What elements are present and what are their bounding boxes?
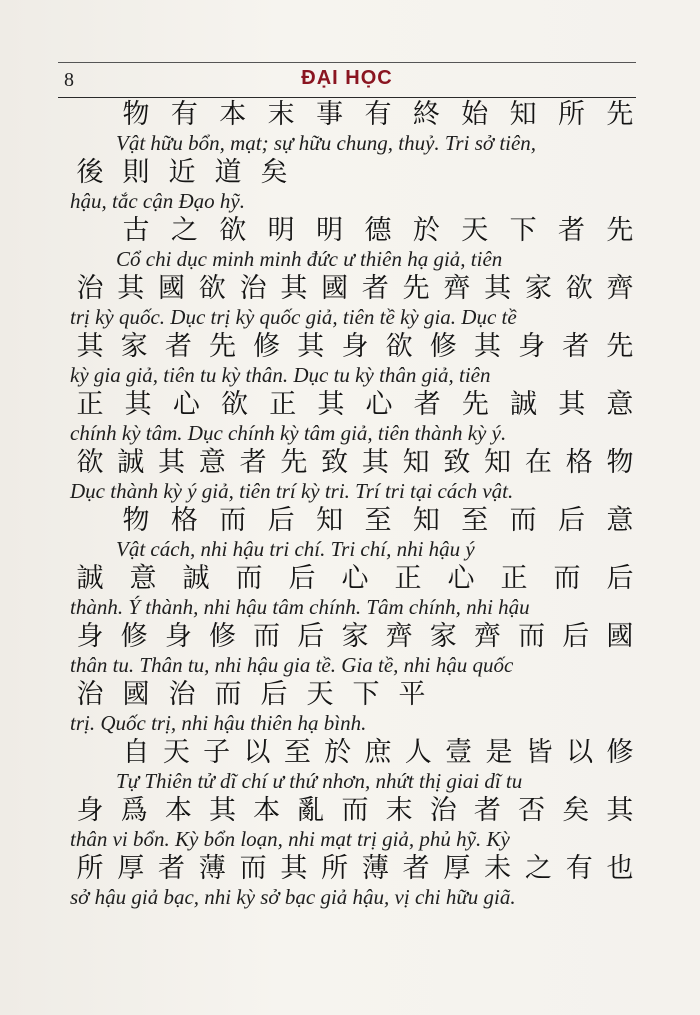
verse-pair <box>70 506 640 564</box>
han-text-line: 誠 意 誠 而 后 心 正 心 正 而 后 <box>76 563 634 594</box>
han-text-line: 治 其 國 欲 治 其 國 者 先 齊 其 家 欲 齊 <box>76 273 634 304</box>
text-body <box>70 100 640 912</box>
verse-pair <box>70 854 640 912</box>
vietnamese-reading-line: chính kỳ tâm. Dục chính kỳ tâm giả, tiên thành kỳ ý. <box>70 421 507 445</box>
vietnamese-reading-line: hậu, tắc cận Đạo hỹ. <box>70 189 245 213</box>
verse-pair <box>70 564 640 622</box>
verse-pair <box>70 390 640 448</box>
vietnamese-reading-line: sở hậu giả bạc, nhi kỳ sở bạc giả hậu, vị chi hữu giã. <box>70 885 516 909</box>
vietnamese-reading-line: trị. Quốc trị, nhi hậu thiên hạ bình. <box>70 711 367 735</box>
page-header <box>58 62 636 98</box>
verse-pair <box>70 738 640 796</box>
verse-pair <box>70 216 640 274</box>
vietnamese-reading-line: thân tu. Thân tu, nhi hậu gia tề. Gia tề, nhi hậu quốc <box>70 653 514 677</box>
verse-pair <box>70 332 640 390</box>
han-text-line: 欲 誠 其 意 者 先 致 其 知 致 知 在 格 物 <box>76 447 634 478</box>
han-text-line: 身 爲 本 其 本 亂 而 末 治 者 否 矣 其 <box>76 795 634 826</box>
han-text-line: 古 之 欲 明 明 德 於 天 下 者 先 <box>122 215 634 246</box>
verse-pair <box>70 100 640 158</box>
han-text-line: 所 厚 者 薄 而 其 所 薄 者 厚 未 之 有 也 <box>76 853 634 884</box>
verse-pair <box>70 448 640 506</box>
verse-pair <box>70 158 640 216</box>
vietnamese-reading-line: trị kỳ quốc. Dục trị kỳ quốc giả, tiên tề kỳ gia. Dục tề <box>70 305 517 329</box>
verse-pair <box>70 680 640 738</box>
han-text-line: 物 格 而 后 知 至 知 至 而 后 意 <box>122 505 634 536</box>
vietnamese-reading-line: kỳ gia giả, tiên tu kỳ thân. Dục tu kỳ thân giả, tiên <box>70 363 491 387</box>
vietnamese-reading-line: Vật hữu bổn, mạt; sự hữu chung, thuỷ. Tri sở tiên, <box>116 131 537 155</box>
han-text-line: 治 國 治 而 后 天 下 平 <box>76 679 426 710</box>
verse-pair <box>70 622 640 680</box>
han-text-line: 後 則 近 道 矣 <box>76 157 288 188</box>
han-text-line: 身 修 身 修 而 后 家 齊 家 齊 而 后 國 <box>76 621 634 652</box>
vietnamese-reading-line: Dục thành kỳ ý giả, tiên trí kỳ tri. Trí tri tại cách vật. <box>70 479 514 503</box>
han-text-line: 自 天 子 以 至 於 庶 人 壹 是 皆 以 修 <box>122 737 634 768</box>
verse-pair <box>70 274 640 332</box>
verse-pair <box>70 796 640 854</box>
vietnamese-reading-line: thành. Ý thành, nhi hậu tâm chính. Tâm chính, nhi hậu <box>70 595 530 619</box>
running-title: ĐẠI HỌC <box>301 67 393 89</box>
han-text-line: 正 其 心 欲 正 其 心 者 先 誠 其 意 <box>76 389 634 420</box>
han-text-line: 物 有 本 末 事 有 終 始 知 所 先 <box>122 99 634 130</box>
vietnamese-reading-line: Tự Thiên tử dĩ chí ư thứ nhơn, nhứt thị giai dĩ tu <box>116 769 523 793</box>
page-number: 8 <box>64 69 74 91</box>
han-text-line: 其 家 者 先 修 其 身 欲 修 其 身 者 先 <box>76 331 634 362</box>
vietnamese-reading-line: thân vi bổn. Kỳ bổn loạn, nhi mạt trị giả, phủ hỹ. Kỳ <box>70 827 510 851</box>
vietnamese-reading-line: Vật cách, nhi hậu tri chí. Tri chí, nhi hậu ý <box>116 537 475 561</box>
vietnamese-reading-line: Cổ chi dục minh minh đức ư thiên hạ giả, tiên <box>116 247 503 271</box>
